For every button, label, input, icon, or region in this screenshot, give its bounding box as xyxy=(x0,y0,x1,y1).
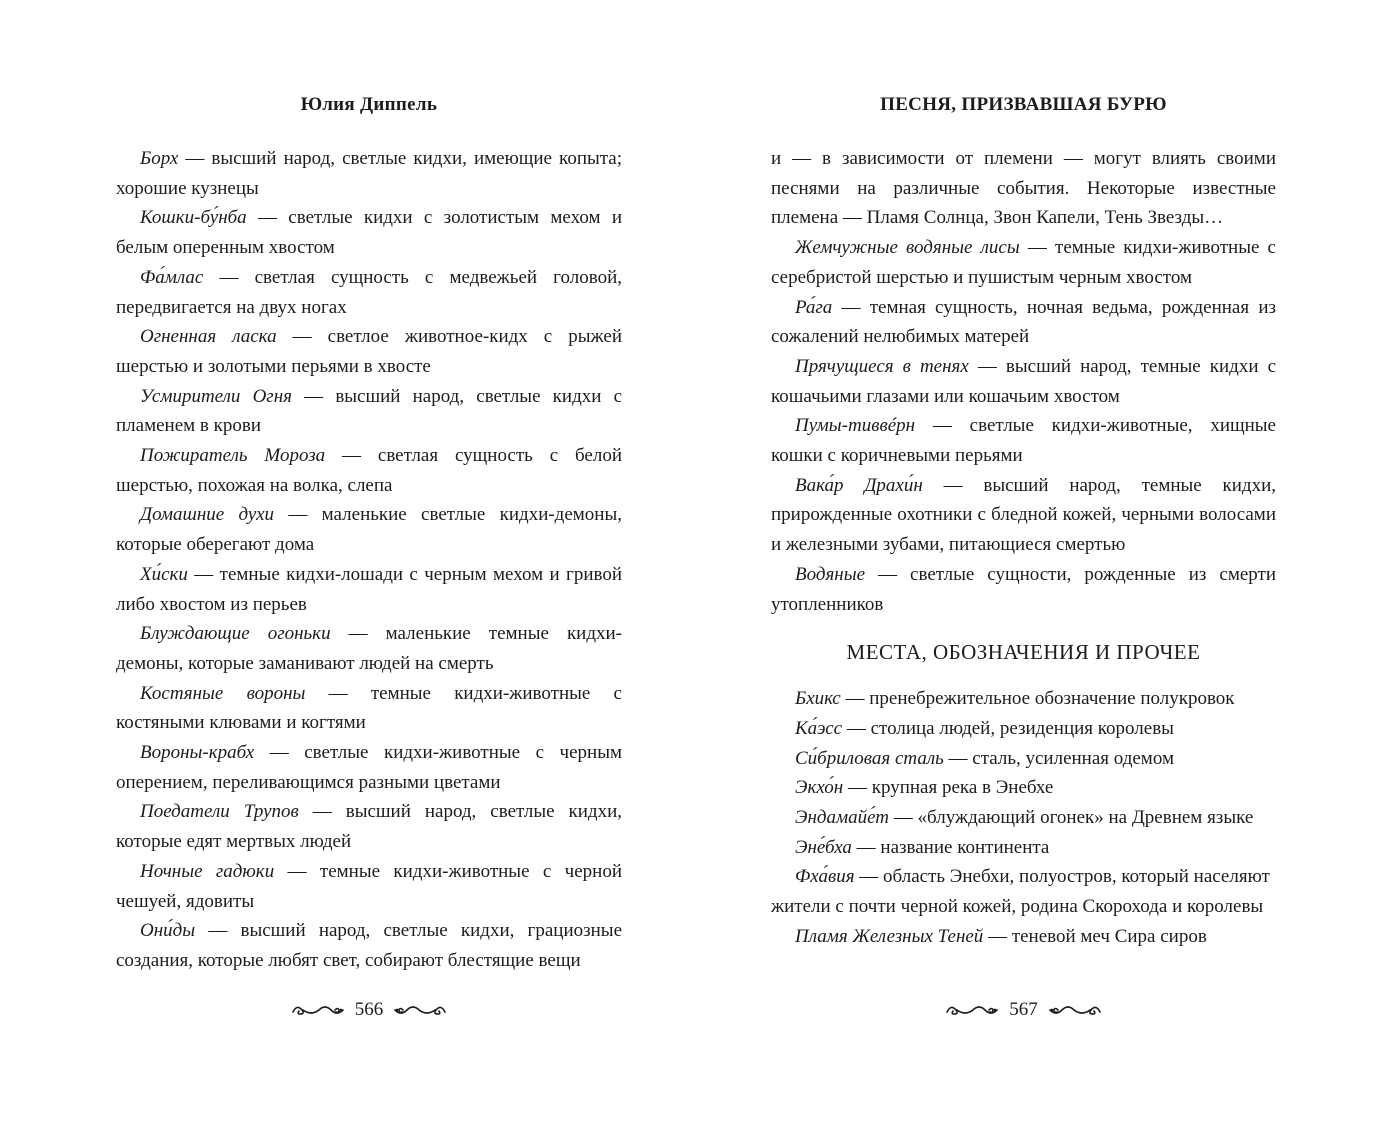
left-page xyxy=(116,0,622,1125)
entry-term: Ра́га xyxy=(795,296,833,318)
entry-definition: — теневой меч Сира сиров xyxy=(983,925,1207,947)
entry-definition: — высший народ, темные кидхи с кошачьими глазами или кошачьим хвостом xyxy=(771,355,1277,407)
entry-term: Костяные вороны xyxy=(140,682,306,704)
places-entries xyxy=(771,684,1276,951)
entry-definition: — столица людей, резиденция королевы xyxy=(842,717,1174,739)
entry-term: Пламя Железных Теней xyxy=(795,925,984,947)
page-number: 566 xyxy=(354,999,384,1020)
glossary-entry xyxy=(771,293,1276,352)
entry-definition: — светлые сущности, рожденные из смерти утопленников xyxy=(771,563,1276,615)
entry-term: Си́бриловая сталь xyxy=(795,747,944,769)
glossary-entry xyxy=(116,679,622,738)
glossary-entry xyxy=(116,500,622,559)
glossary-entry xyxy=(771,233,1276,292)
right-page xyxy=(771,0,1276,1125)
entry-definition: — высший народ, светлые кидхи, грациозные создания, которые любят свет, собирают блестящие вещи xyxy=(116,920,622,971)
entry-term: Огненная ласка xyxy=(140,326,277,348)
glossary-entry xyxy=(771,471,1276,560)
entry-definition: — область Энебхи, полуостров, который населяют жители с почти черной кожей, родина Скорохода и королевы xyxy=(771,866,1270,918)
glossary-entry xyxy=(116,441,622,500)
glossary-entry xyxy=(771,744,1276,774)
entry-term: Блуждающие огоньки xyxy=(140,623,331,645)
glossary-entry xyxy=(116,738,622,797)
glossary-entry xyxy=(771,922,1276,952)
entry-term: Пумы-тиввéрн xyxy=(795,415,916,437)
glossary-entry xyxy=(116,560,622,619)
glossary-entry xyxy=(116,144,622,203)
page-footer-right xyxy=(771,999,1276,1021)
glossary-entry xyxy=(116,797,622,856)
glossary-entry xyxy=(771,411,1276,470)
glossary-entry xyxy=(771,560,1276,619)
entry-definition: — светлое животное-кидх с рыжей шерстью и золотыми перьями в хвосте xyxy=(116,326,623,377)
page-footer-left xyxy=(116,999,622,1021)
glossary-entry xyxy=(116,263,622,322)
glossary-entries-right xyxy=(771,144,1276,952)
entry-term: Ночные гадюки xyxy=(140,860,275,882)
entry-definition: — пренебрежительное обозначение полукровок xyxy=(840,688,1235,710)
entry-term: Вороны-крабх xyxy=(140,742,255,764)
entry-term: Водяные xyxy=(795,563,866,585)
entry-definition: — светлая сущность с белой шерстью, похожая на волка, слепа xyxy=(116,445,623,496)
glossary-entry xyxy=(771,352,1276,411)
entry-definition: — высший народ, светлые кидхи, которые едят мертвых людей xyxy=(116,801,622,853)
continuation-text: и — в зависимости от племени — могут влиять своими песнями на различные события. Некоторые известные племена — Пламя Солнца, Звон Капели, Тень Звезды… xyxy=(771,148,1276,229)
glossary-entry xyxy=(771,684,1276,714)
entry-term: Вака́р Драхи́н xyxy=(795,474,923,496)
entry-term: Жемчужные водяные лисы xyxy=(795,237,1020,259)
entry-term: Эне́бха xyxy=(795,836,852,858)
entry-definition: — темная сущность, ночная ведьма, рожденная из сожалений нелюбимых матерей xyxy=(771,296,1276,348)
entry-term: Фа́млас xyxy=(140,266,204,288)
entry-term: Ка́эсс xyxy=(795,717,843,739)
entry-term: Прячущиеся в тенях xyxy=(795,355,969,377)
entry-definition: — темные кидхи-лошади с черным мехом и гривой либо хвостом из перьев xyxy=(116,563,622,615)
entry-definition: — маленькие темные кидхи-демоны, которые заманивают людей на смерть xyxy=(116,623,623,674)
glossary-entry xyxy=(116,382,622,441)
flourish-ornament-icon xyxy=(943,1000,1001,1020)
entry-definition: — светлые кидхи-животные, хищные кошки с коричневыми перьями xyxy=(771,415,1276,467)
entry-term: Хи́ски xyxy=(140,563,188,585)
glossary-entry xyxy=(771,714,1276,744)
entry-term: Домашние духи xyxy=(140,504,274,526)
entry-term: Экхо́н xyxy=(795,777,844,799)
entry-definition: — высший народ, светлые кидхи, имеющие копыта; хорошие кузнецы xyxy=(116,148,622,199)
entry-term: Кошки-бу́нба xyxy=(140,207,247,229)
running-head-author: Юлия Диппель xyxy=(300,94,438,115)
entry-definition: — темные кидхи-животные с черной чешуей, ядовиты xyxy=(116,860,622,912)
entry-term: Борх xyxy=(140,148,179,169)
entry-definition: — светлые кидхи-животные с черным оперением, переливающимся разными цветами xyxy=(116,742,622,793)
flourish-ornament-icon xyxy=(289,1000,347,1020)
entry-term: Они́ды xyxy=(140,920,196,942)
entry-term: Усмирители Огня xyxy=(140,385,292,407)
entry-definition: — «блуждающий огонек» на Древнем языке xyxy=(889,807,1254,829)
glossary-entry xyxy=(116,619,622,678)
entry-definition: — светлые кидхи с золотистым мехом и белым оперенным хвостом xyxy=(116,207,622,259)
entry-definition: — темные кидхи-животные с серебристой шерстью и пушистым черным хвостом xyxy=(771,237,1276,288)
entry-definition: — маленькие светлые кидхи-демоны, которые оберегают дома xyxy=(116,504,622,556)
glossary-entry xyxy=(116,322,622,381)
entry-definition: — крупная река в Энебхе xyxy=(843,777,1054,799)
running-head-title: ПЕСНЯ, ПРИЗВАВШАЯ БУРЮ xyxy=(880,94,1167,115)
glossary-entry xyxy=(771,862,1276,921)
creature-entries-right xyxy=(771,233,1276,619)
entry-definition: — название континента xyxy=(851,836,1050,858)
glossary-entries-left xyxy=(116,144,622,976)
flourish-ornament-icon xyxy=(391,1000,449,1020)
glossary-entry xyxy=(116,203,622,262)
entry-term: Фха́вия xyxy=(795,866,855,888)
section-title: МЕСТА, ОБОЗНАЧЕНИЯ И ПРОЧЕЕ xyxy=(846,640,1201,665)
glossary-entry xyxy=(116,916,622,975)
page-number: 567 xyxy=(1009,999,1038,1020)
entry-term: Эндамайе́т xyxy=(795,807,890,829)
entry-definition: — сталь, усиленная одемом xyxy=(943,747,1174,769)
entry-definition: — высший народ, светлые кидхи с пламенем в крови xyxy=(116,385,622,437)
glossary-entry xyxy=(771,803,1276,833)
glossary-entry xyxy=(771,833,1276,863)
glossary-entry xyxy=(771,773,1276,803)
entry-term: Бхикс xyxy=(795,688,841,710)
entry-definition: — светлая сущность с медвежьей головой, передвигается на двух ногах xyxy=(116,266,622,318)
flourish-ornament-icon xyxy=(1046,1000,1104,1020)
entry-term: Пожиратель Мороза xyxy=(140,445,326,467)
glossary-entry xyxy=(116,857,622,916)
entry-term: Поедатели Трупов xyxy=(140,801,299,823)
entry-definition: — темные кидхи-животные с костяными клювами и когтями xyxy=(116,682,622,734)
entry-definition: — высший народ, темные кидхи, прирожденные охотники с бледной кожей, черными волосами и железными зубами, питающиеся смертью xyxy=(771,474,1277,556)
